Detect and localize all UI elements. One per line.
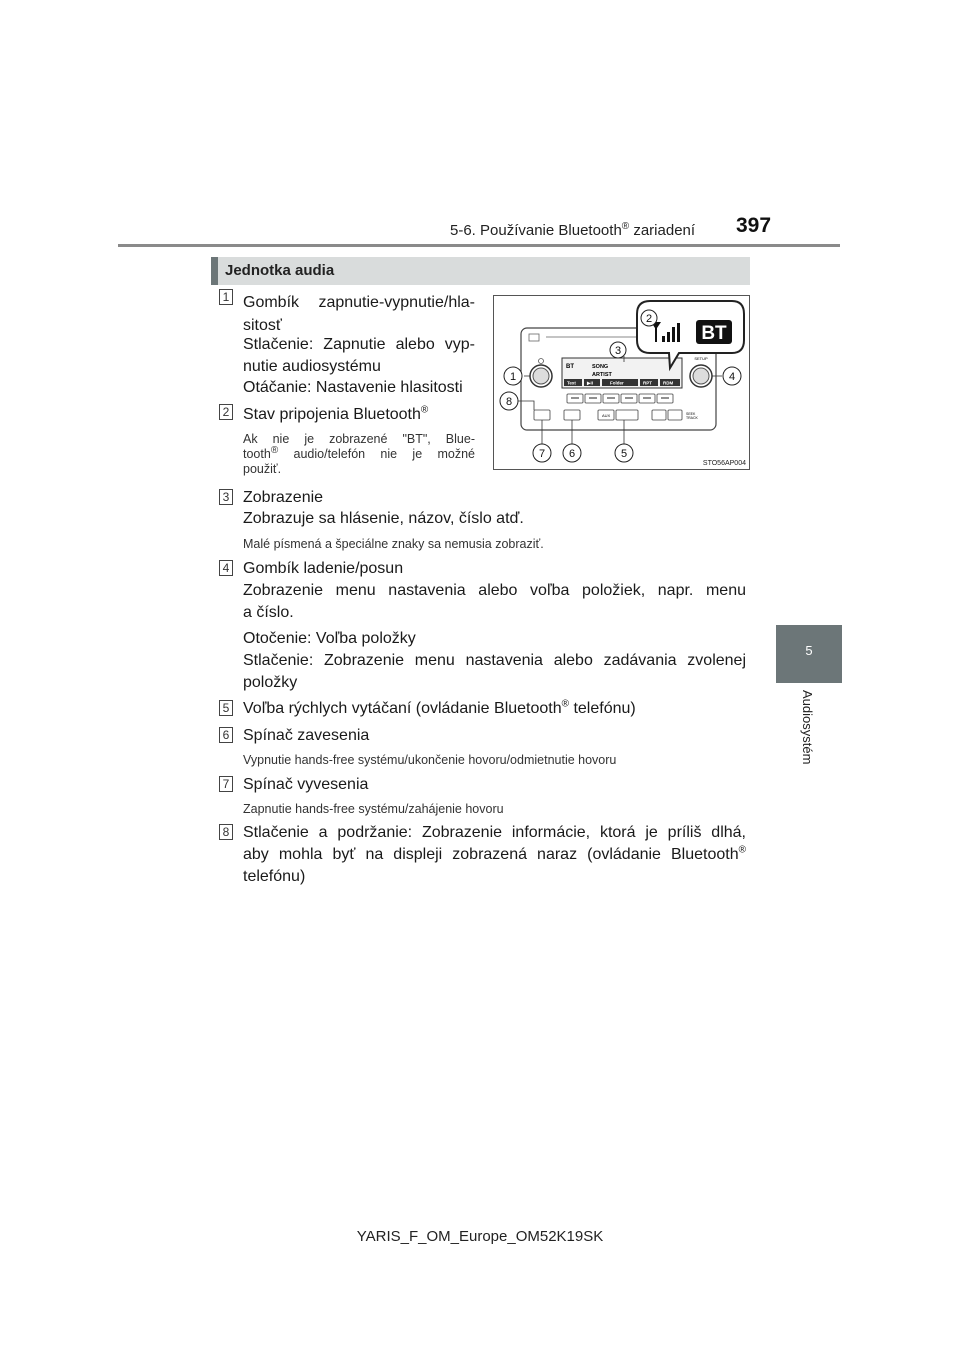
item-4-title: Gombík ladenie/posun	[243, 560, 404, 577]
callout-2: 2	[645, 313, 653, 325]
item-5-title: Voľba rýchlych vytáčaní (ovládanie Bluetooth® telefónu)	[243, 698, 636, 717]
svg-text:Text: Text	[567, 380, 576, 386]
item-1-title: Gombík zapnutie-vypnutie/hla-	[243, 294, 475, 311]
callout-1: 1	[509, 371, 517, 383]
item-8-line: Stlačenie a podržanie: Zobrazenie informácie, ktorá je príliš dlhá,	[243, 824, 746, 841]
callout-7: 7	[538, 448, 546, 460]
svg-text:BT: BT	[566, 364, 574, 370]
item-1-title-cont: sitosť	[243, 317, 282, 334]
item-4-line: Zobrazenie menu nastavenia alebo voľba položiek, napr. menu	[243, 582, 746, 599]
section-title: Jednotka audia	[225, 262, 335, 279]
item-4-line: položky	[243, 674, 298, 691]
item-4-line: Stlačenie: Zobrazenie menu nastavenia alebo zadávania zvolenej	[243, 652, 746, 669]
callout-6: 6	[568, 448, 576, 460]
svg-text:RPT: RPT	[643, 380, 652, 386]
footer-doc-id: YARIS_F_OM_Europe_OM52K19SK	[356, 1228, 604, 1245]
chapter-number: 5	[805, 643, 813, 658]
svg-text:TRACK: TRACK	[686, 416, 698, 420]
item-2-note: Ak nie je zobrazené "BT", Blue-	[243, 432, 475, 446]
item-8-line: aby mohla byť na displeji zobrazená naraz (ovládanie Bluetooth®	[243, 844, 746, 863]
page-number: 397	[736, 214, 772, 237]
figure-code: STO56AP004	[702, 460, 746, 467]
item-3-line: Zobrazuje sa hlásenie, názov, číslo atď.	[243, 510, 524, 527]
item-number-1: 1	[219, 289, 233, 305]
item-7-note: Zapnutie hands-free systému/zahájenie hovoru	[243, 802, 504, 816]
svg-text:RDM: RDM	[663, 380, 674, 386]
svg-text:SEEK: SEEK	[686, 412, 696, 416]
item-number-8: 8	[219, 824, 233, 840]
item-6-title: Spínač zavesenia	[243, 727, 370, 744]
svg-text:SONG: SONG	[592, 364, 609, 370]
item-2-note: tooth® audio/telefón nie je možné	[243, 444, 475, 461]
callout-3: 3	[614, 345, 622, 357]
item-number-7: 7	[219, 776, 233, 792]
item-1-line: Otáčanie: Nastavenie hlasitosti	[243, 379, 463, 396]
callout-8: 8	[505, 396, 513, 408]
svg-text:AUX: AUX	[602, 413, 611, 418]
item-3-title: Zobrazenie	[243, 489, 324, 506]
item-2-title: Stav pripojenia Bluetooth®	[243, 404, 429, 423]
callout-4: 4	[728, 371, 736, 383]
audio-unit-figure	[493, 295, 750, 470]
item-number-6: 6	[219, 727, 233, 743]
item-4-line: a číslo.	[243, 604, 294, 621]
item-7-title: Spínač vyvesenia	[243, 776, 369, 793]
item-number-5: 5	[219, 700, 233, 716]
item-number-3: 3	[219, 489, 233, 505]
item-3-note: Malé písmená a špeciálne znaky sa nemusia zobraziť.	[243, 537, 544, 551]
item-4-line: Otočenie: Voľba položky	[243, 630, 416, 647]
item-8-line: telefónu)	[243, 868, 306, 885]
item-6-note: Vypnutie hands-free systému/ukončenie hovoru/odmietnutie hovoru	[243, 753, 617, 767]
item-1-line: Stlačenie: Zapnutie alebo vyp-	[243, 336, 475, 353]
svg-text:Folder: Folder	[610, 380, 624, 386]
chapter-label: Audiosystém	[800, 690, 815, 765]
svg-text:ARTIST: ARTIST	[592, 372, 612, 378]
callout-5: 5	[620, 448, 628, 460]
svg-text:BT: BT	[701, 323, 727, 344]
svg-text:▶II: ▶II	[587, 380, 593, 386]
item-1-line: nutie audiosystému	[243, 358, 381, 375]
svg-text:SETUP: SETUP	[694, 356, 708, 361]
item-2-note: použiť.	[243, 462, 282, 476]
running-header-section: 5-6. Používanie Bluetooth® zariadení	[450, 221, 696, 239]
item-number-2: 2	[219, 404, 233, 420]
header-rule	[118, 244, 840, 247]
item-number-4: 4	[219, 560, 233, 576]
